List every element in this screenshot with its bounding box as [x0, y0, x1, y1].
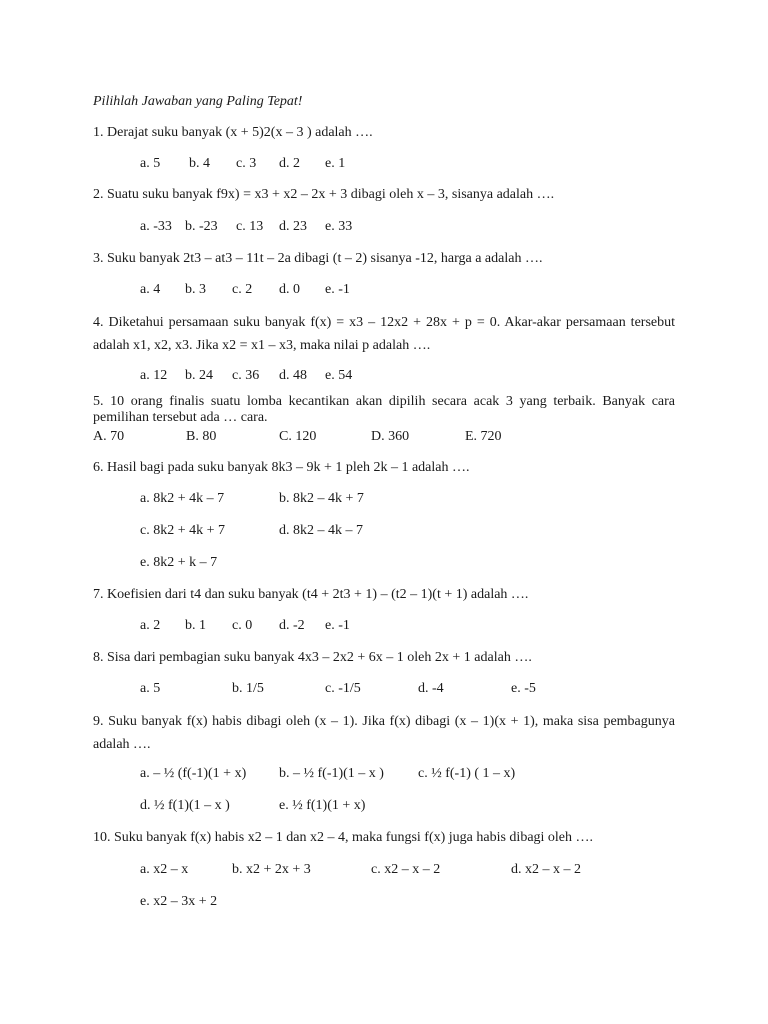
q6-option-c: c. 8k2 + 4k + 7 [140, 523, 226, 538]
q2-option-d: d. 23 [279, 219, 307, 234]
q5-option-e: E. 720 [465, 429, 502, 444]
q1-option-d: d. 2 [279, 156, 300, 171]
q10-option-a: a. x2 – x [140, 862, 189, 877]
q5-option-b: B. 80 [186, 429, 217, 444]
q2-option-c: c. 13 [236, 219, 264, 234]
q2-option-b: b. -23 [185, 219, 218, 234]
q3-option-a: a. 4 [140, 282, 161, 297]
q7-option-b: b. 1 [185, 618, 206, 633]
q5-option-a: A. 70 [93, 429, 125, 444]
q8-option-b: b. 1/5 [232, 681, 264, 696]
instruction-heading: Pilihlah Jawaban yang Paling Tepat! [93, 94, 303, 109]
q6-option-d: d. 8k2 – 4k – 7 [279, 523, 363, 538]
q9-option-b: b. – ½ f(-1)(1 – x ) [279, 766, 384, 781]
q2-option-a: a. -33 [140, 219, 172, 234]
q3-option-d: d. 0 [279, 282, 300, 297]
q4-option-b: b. 24 [185, 368, 213, 383]
q9-option-c: c. ½ f(-1) ( 1 – x) [418, 766, 516, 781]
q4-option-c: c. 36 [232, 368, 260, 383]
q8-option-d: d. -4 [418, 681, 444, 696]
q3-option-c: c. 2 [232, 282, 253, 297]
q8-option-e: e. -5 [511, 681, 536, 696]
q4-option-e: e. 54 [325, 368, 353, 383]
q10-option-d: d. x2 – x – 2 [511, 862, 581, 877]
q7-option-a: a. 2 [140, 618, 161, 633]
q7-option-e: e. -1 [325, 618, 350, 633]
q6-option-e: e. 8k2 + k – 7 [140, 555, 218, 570]
q8-option-a: a. 5 [140, 681, 161, 696]
q1-option-b: b. 4 [189, 156, 210, 171]
q4-option-d: d. 48 [279, 368, 307, 383]
q1-option-e: e. 1 [325, 156, 346, 171]
q10-option-e: e. x2 – 3x + 2 [140, 894, 218, 909]
question-3: 3. Suku banyak 2t3 – at3 – 11t – 2a dibagi (t – 2) sisanya -12, harga a adalah …. [93, 251, 543, 266]
q1-option-a: a. 5 [140, 156, 161, 171]
q8-option-c: c. -1/5 [325, 681, 361, 696]
q9-option-a: a. – ½ (f(-1)(1 + x) [140, 766, 247, 781]
q5-option-c: C. 120 [279, 429, 317, 444]
question-6: 6. Hasil bagi pada suku banyak 8k3 – 9k + 1 pleh 2k – 1 adalah …. [93, 460, 470, 475]
question-8: 8. Sisa dari pembagian suku banyak 4x3 – 2x2 + 6x – 1 oleh 2x + 1 adalah …. [93, 650, 532, 665]
question-2: 2. Suatu suku banyak f9x) = x3 + x2 – 2x + 3 dibagi oleh x – 3, sisanya adalah …. [93, 187, 555, 202]
question-9: 9. Suku banyak f(x) habis dibagi oleh (x – 1). Jika f(x) dibagi (x – 1)(x + 1), maka sisa pembagunya adalah …. [93, 714, 675, 752]
q10-option-b: b. x2 + 2x + 3 [232, 862, 311, 877]
question-1: 1. Derajat suku banyak (x + 5)2(x – 3 ) adalah …. [93, 125, 373, 140]
q7-option-c: c. 0 [232, 618, 253, 633]
question-10: 10. Suku banyak f(x) habis x2 – 1 dan x2 – 4, maka fungsi f(x) juga habis dibagi oleh …. [93, 830, 594, 845]
q4-option-a: a. 12 [140, 368, 168, 383]
question-5: 5. 10 orang finalis suatu lomba kecantikan akan dipilih secara acak 3 yang terbaik. Banyak cara pemilihan tersebut ada … cara. [93, 394, 675, 425]
q2-option-e: e. 33 [325, 219, 353, 234]
q9-option-d: d. ½ f(1)(1 – x ) [140, 798, 230, 813]
q1-option-c: c. 3 [236, 156, 257, 171]
q3-option-b: b. 3 [185, 282, 206, 297]
q5-option-d: D. 360 [371, 429, 410, 444]
q6-option-a: a. 8k2 + 4k – 7 [140, 491, 225, 506]
q9-option-e: e. ½ f(1)(1 + x) [279, 798, 366, 813]
question-4: 4. Diketahui persamaan suku banyak f(x) = x3 – 12x2 + 28x + p = 0. Akar-akar persamaan tersebut adalah x1, x2, x3. Jika x2 = x1 – x3, maka nilai p adalah …. [93, 315, 675, 353]
q6-option-b: b. 8k2 – 4k + 7 [279, 491, 364, 506]
question-7: 7. Koefisien dari t4 dan suku banyak (t4 + 2t3 + 1) – (t2 – 1)(t + 1) adalah …. [93, 587, 529, 602]
q3-option-e: e. -1 [325, 282, 350, 297]
q7-option-d: d. -2 [279, 618, 305, 633]
q10-option-c: c. x2 – x – 2 [371, 862, 441, 877]
